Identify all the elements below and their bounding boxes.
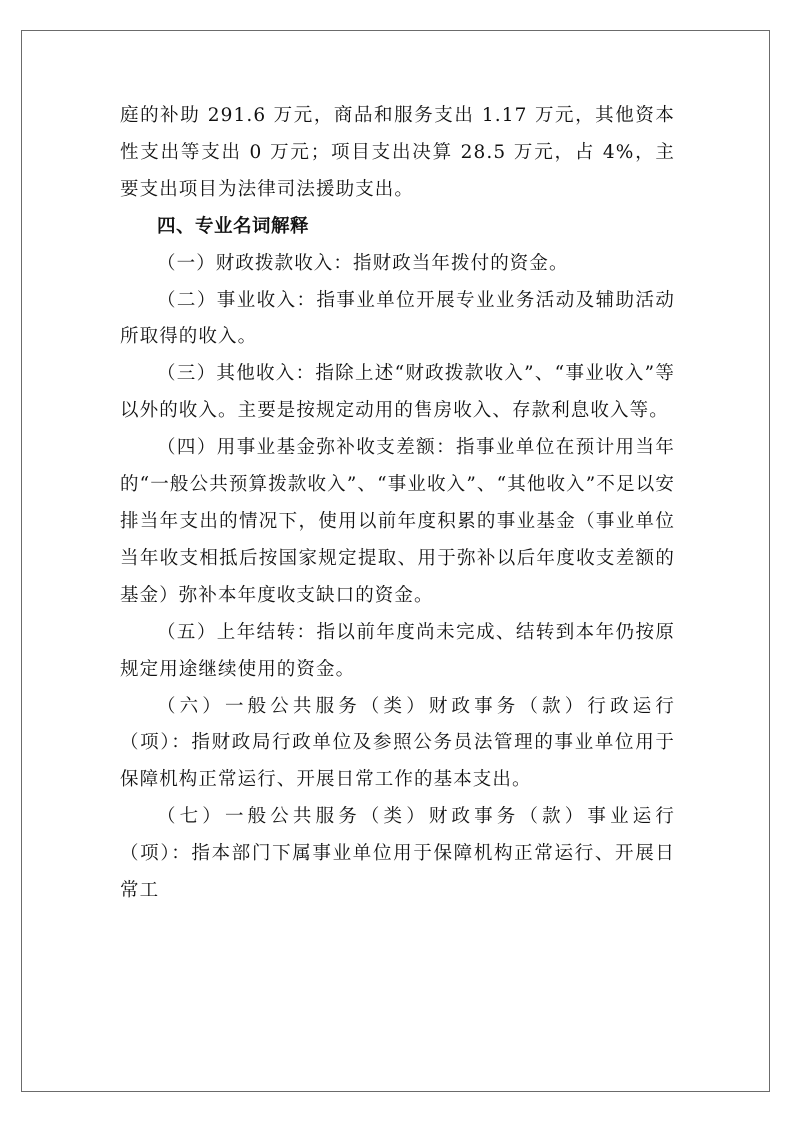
term-definition-4: （四）用事业基金弥补收支差额：指事业单位在预计用当年的“一般公共预算拨款收入”、“事业收入”、“其他收入”不足以安排当年支出的情况下，使用以前年度积累的事业基金（事业单位当年收支相抵后按国家规定提取、用于弥补以后年度收支差额的基金）弥补本年度收支缺口的资金。 [120,437,675,606]
term-definition-2: （二）事业收入：指事业单位开展专业业务活动及辅助活动所取得的收入。 [120,289,675,348]
term-definition-7: （七）一般公共服务（类）财政事务（款）事业运行（项）：指本部门下属事业单位用于保障机构正常运行、开展日常工 [120,806,675,902]
document-body [120,98,675,910]
term-definition-5: （五）上年结转：指以前年度尚未完成、结转到本年仍按原规定用途继续使用的资金。 [120,621,675,680]
term-definition-1: （一）财政拨款收入：指财政当年拨付的资金。 [157,252,569,274]
section-heading: 四、专业名词解释 [157,215,310,237]
term-definition-6: （六）一般公共服务（类）财政事务（款）行政运行（项）：指财政局行政单位及参照公务员法管理的事业单位用于保障机构正常运行、开展日常工作的基本支出。 [120,695,675,791]
continuation-paragraph: 庭的补助 291.6 万元，商品和服务支出 1.17 万元，其他资本性支出等支出 0 万元；项目支出决算 28.5 万元，占 4%，主要支出项目为法律司法援助支出。 [120,105,675,200]
term-definition-3: （三）其他收入：指除上述“财政拨款收入”、“事业收入”等以外的收入。主要是按规定动用的售房收入、存款利息收入等。 [120,363,675,422]
